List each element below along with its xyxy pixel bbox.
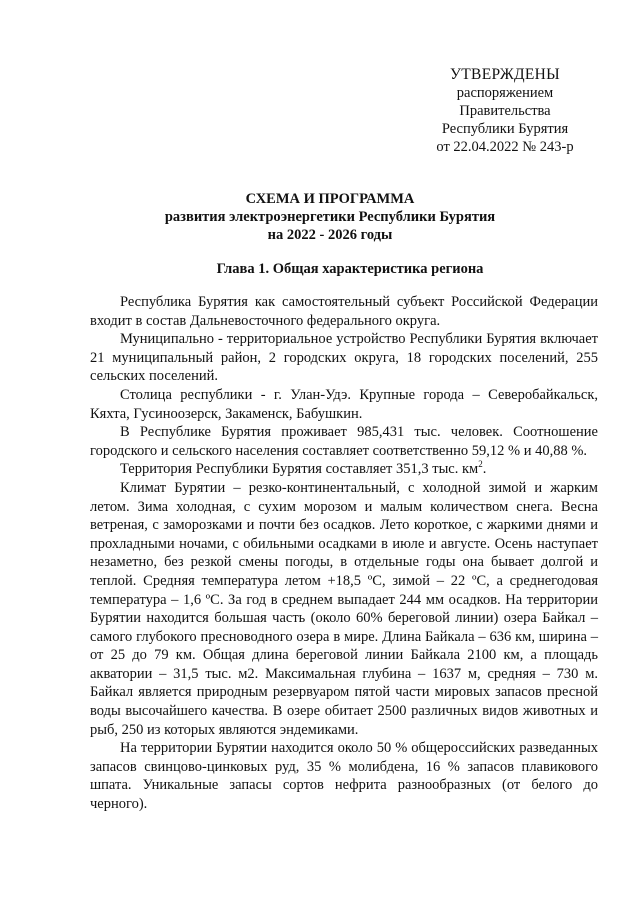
territory-period: . bbox=[482, 461, 487, 478]
paragraph-municipal-structure: Муниципально - территориальное устройство Республики Бурятия включает 21 муниципальный район, 2 городских округа, 18 городских поселений, 255 сельских поселений. bbox=[90, 331, 598, 385]
title-line-3: на 2022 - 2026 годы bbox=[267, 227, 393, 243]
document-title bbox=[90, 190, 570, 244]
title-line-2: развития электроэнергетики Республики Бурятия bbox=[164, 209, 496, 225]
approval-line-date-number: от 22.04.2022 № 243-р bbox=[436, 139, 574, 155]
territory-text: Территория Республики Бурятия составляет 351,3 тыс. км bbox=[120, 461, 479, 478]
document-body bbox=[90, 293, 598, 814]
paragraph-resources: На территории Бурятии находится около 50 % общероссийских разведанных запасов свинцово-цинковых руд, 35 % молибдена, 16 % запасов плавикового шпата. Уникальные запасы сортов нефрита разнообразных (от белого до черного). bbox=[90, 740, 598, 813]
chapter-heading: Глава 1. Общая характеристика региона bbox=[216, 261, 484, 277]
approval-title: УТВЕРЖДЕНЫ bbox=[450, 66, 560, 83]
approval-line-decree: распоряжением bbox=[456, 85, 554, 101]
title-line-1: СХЕМА И ПРОГРАММА bbox=[245, 191, 415, 207]
paragraph-federal-district: Республика Бурятия как самостоятельный субъект Российской Федерации входит в состав Дальневосточного федерального округа. bbox=[90, 294, 598, 329]
approval-stamp bbox=[400, 66, 610, 156]
approval-line-government: Правительства bbox=[459, 103, 551, 119]
territory-superscript: 2 bbox=[478, 459, 483, 470]
paragraph-territory bbox=[90, 460, 598, 479]
paragraph-capital-cities: Столица республики - г. Улан-Удэ. Крупные города – Северобайкальск, Кяхта, Гусиноозерск, Закаменск, Бабушкин. bbox=[90, 386, 598, 422]
paragraph-population: В Республике Бурятия проживает 985,431 тыс. человек. Соотношение городского и сельского населения составляет соответственно 59,12 % и 40,88 %. bbox=[90, 424, 598, 459]
approval-line-republic: Республики Бурятия bbox=[441, 121, 569, 137]
paragraph-climate: Климат Бурятии – резко-континентальный, с холодной зимой и жарким летом. Зима холодная, с сухим морозом и малым количеством снега. Весна ветреная, с заморозками и почти без осадков. Лето короткое, с жаркими днями и прохладными ночами, с обильными осадками в июле и августе. Осень наступает незаметно, без резкой смены погоды, в отдельные годы она бывает долгой и теплой. Средняя температура летом +18,5 ºС, зимой – 22 ºС, а среднегодовая температура – 1,6 ºС. За год в среднем выпадает 244 мм осадков. На территории Бурятии находится большая часть (около 60% береговой линии) озера Байкал – самого глубокого пресноводного озера в мире. Длина Байкала – 636 км, ширина – от 25 до 79 км. Общая длина береговой линии Байкала 2100 км, а площадь акватории – 31,5 тыс. м2. Максимальная глубина – 1637 м, средняя – 730 м. Байкал является природным резервуаром пятой части мировых запасов пресной воды высочайшего качества. В озере обитает 2500 различных видов животных и рыб, 250 из которых являются эндемиками. bbox=[90, 479, 598, 738]
